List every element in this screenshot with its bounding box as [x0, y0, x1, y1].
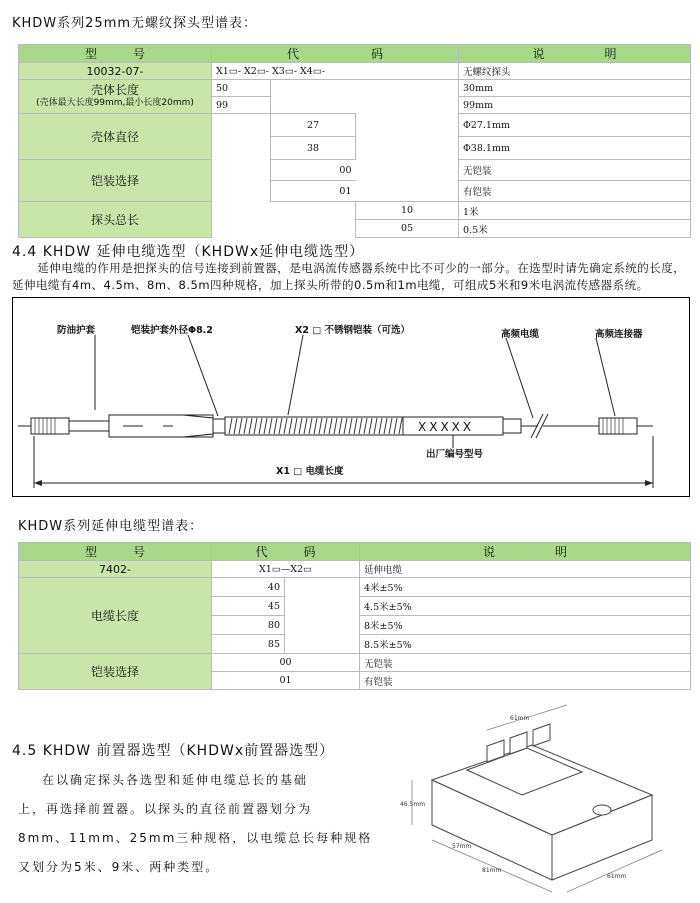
cable-spec-table — [18, 542, 691, 690]
table-row — [19, 561, 691, 578]
code-cell: 38 — [271, 137, 356, 160]
desc-cell: 无螺纹探头 — [459, 63, 691, 80]
code-cell: 00 — [271, 160, 356, 181]
desc-cell: 有铠装 — [360, 672, 691, 690]
dim-top: 61mm — [510, 715, 530, 722]
desc-cell: 30mm — [459, 80, 691, 97]
model-cell: 10032-07- — [19, 63, 212, 80]
paragraph-line: 8mm、11mm、25mm三种规格，以电缆总长每种规格 — [18, 831, 373, 845]
header-model: 型 号 — [19, 543, 212, 561]
section3-title: KHDW系列延伸电缆型谱表： — [18, 519, 204, 534]
serial-label: 出厂编号型号 — [426, 449, 484, 460]
desc-cell: 延伸电缆 — [360, 561, 691, 578]
desc-cell: 无铠装 — [459, 160, 691, 181]
paragraph-line: 在以确定探头各选型和延伸电缆总长的基础 — [42, 773, 309, 787]
desc-cell: 4.5米±5% — [360, 597, 691, 616]
header-model: 型 号 — [19, 45, 212, 63]
oil-sleeve-label: 防油护套 — [57, 325, 96, 336]
desc-cell: Φ27.1mm — [459, 114, 691, 137]
code-cell: X1▭—X2▭ — [212, 561, 360, 578]
code-cell: 10 — [356, 202, 459, 220]
cable-armor-label: 铠装选择 — [19, 654, 212, 690]
paragraph-line: 上，再选择前置器。以探头的直径前置器划分为 — [18, 802, 313, 816]
shell-length-label: 壳体长度 — [90, 82, 139, 97]
armor-label: 铠装选择 — [19, 160, 212, 202]
header-code: 代 码 — [212, 45, 459, 63]
armor-sleeve-label: 铠装护套外径Φ8.2 — [131, 325, 213, 336]
table-row — [19, 654, 691, 672]
paragraph-line: 又划分为5米、9米、两种类型。 — [18, 860, 220, 874]
section4-title: 4.5 KHDW 前置器选型（KHDWx前置器选型） — [12, 743, 335, 759]
desc-cell: Φ38.1mm — [459, 137, 691, 160]
desc-cell: 无铠装 — [360, 654, 691, 672]
x2-armor-label: X2 □ 不锈钢铠装（可选） — [295, 325, 411, 336]
code-cell: 05 — [356, 220, 459, 238]
desc-cell: 有铠装 — [459, 181, 691, 202]
probe-length-label: 探头总长 — [19, 202, 212, 238]
table-row — [19, 578, 691, 597]
table-header-row — [19, 543, 691, 561]
table-header-row — [19, 45, 691, 63]
dim-depth: 61mm — [607, 873, 627, 880]
table-row — [19, 63, 691, 80]
code-cell: 01 — [271, 181, 356, 202]
code-cell: 45 — [212, 597, 285, 616]
code-cell: 40 — [212, 578, 285, 597]
table-row — [19, 160, 691, 181]
preamp-device-drawing — [392, 700, 692, 900]
serial-marks: XXXXX — [418, 420, 475, 434]
shell-length-note: (壳体最大长度99mm,最小长度20mm) — [36, 97, 194, 108]
table-row — [19, 202, 691, 220]
desc-cell: 8.5米±5% — [360, 635, 691, 654]
code-cell: X1▭- X2▭- X3▭- X4▭- — [212, 63, 459, 80]
section4-paragraph — [18, 766, 378, 882]
dim-width1: 57mm — [452, 843, 472, 850]
section2-title: 4.4 KHDW 延伸电缆选型（KHDWx延伸电缆选型） — [12, 244, 365, 260]
header-desc: 说 明 — [459, 45, 691, 63]
cable-diagram — [12, 297, 690, 497]
section1-title: KHDW系列25mm无螺纹探头型谱表： — [12, 16, 258, 31]
x1-length-label: X1 □ 电缆长度 — [276, 466, 344, 477]
desc-cell: 8米±5% — [360, 616, 691, 635]
header-desc: 说 明 — [360, 543, 691, 561]
desc-cell: 99mm — [459, 97, 691, 114]
shell-length-label-cell — [19, 80, 212, 114]
table-row — [19, 114, 691, 137]
code-cell: 00 — [212, 654, 360, 672]
header-code: 代 码 — [212, 543, 360, 561]
section2-paragraph: 延伸电缆的作用是把探头的信号连接到前置器，是电涡流传感器系统中比不可少的一部分。在选型时请先确定系统的长度，延伸电缆有4m、4.5m、8m、8.5m四种规格，加上探头所带的0.5m和1m电缆，可组成5米和9米电涡流传感器系统。 — [12, 261, 686, 292]
code-cell: 01 — [212, 672, 360, 690]
cable-length-label: 电缆长度 — [19, 578, 212, 654]
code-cell: 27 — [271, 114, 356, 137]
dim-height: 46.5mm — [400, 801, 426, 808]
code-cell: 50 — [212, 80, 271, 97]
model-cell: 7402- — [19, 561, 212, 578]
dim-width2: 81mm — [482, 867, 502, 874]
code-cell: 99 — [212, 97, 271, 114]
desc-cell: 4米±5% — [360, 578, 691, 597]
hf-cable-label: 高频电缆 — [501, 329, 540, 340]
shell-diameter-label: 壳体直径 — [19, 114, 212, 160]
desc-cell: 0.5米 — [459, 220, 691, 238]
hf-connector-label: 高频连接器 — [595, 329, 643, 340]
code-cell: 80 — [212, 616, 285, 635]
desc-cell: 1米 — [459, 202, 691, 220]
table-row — [19, 80, 691, 97]
code-cell: 85 — [212, 635, 285, 654]
probe-spec-table — [18, 44, 691, 238]
